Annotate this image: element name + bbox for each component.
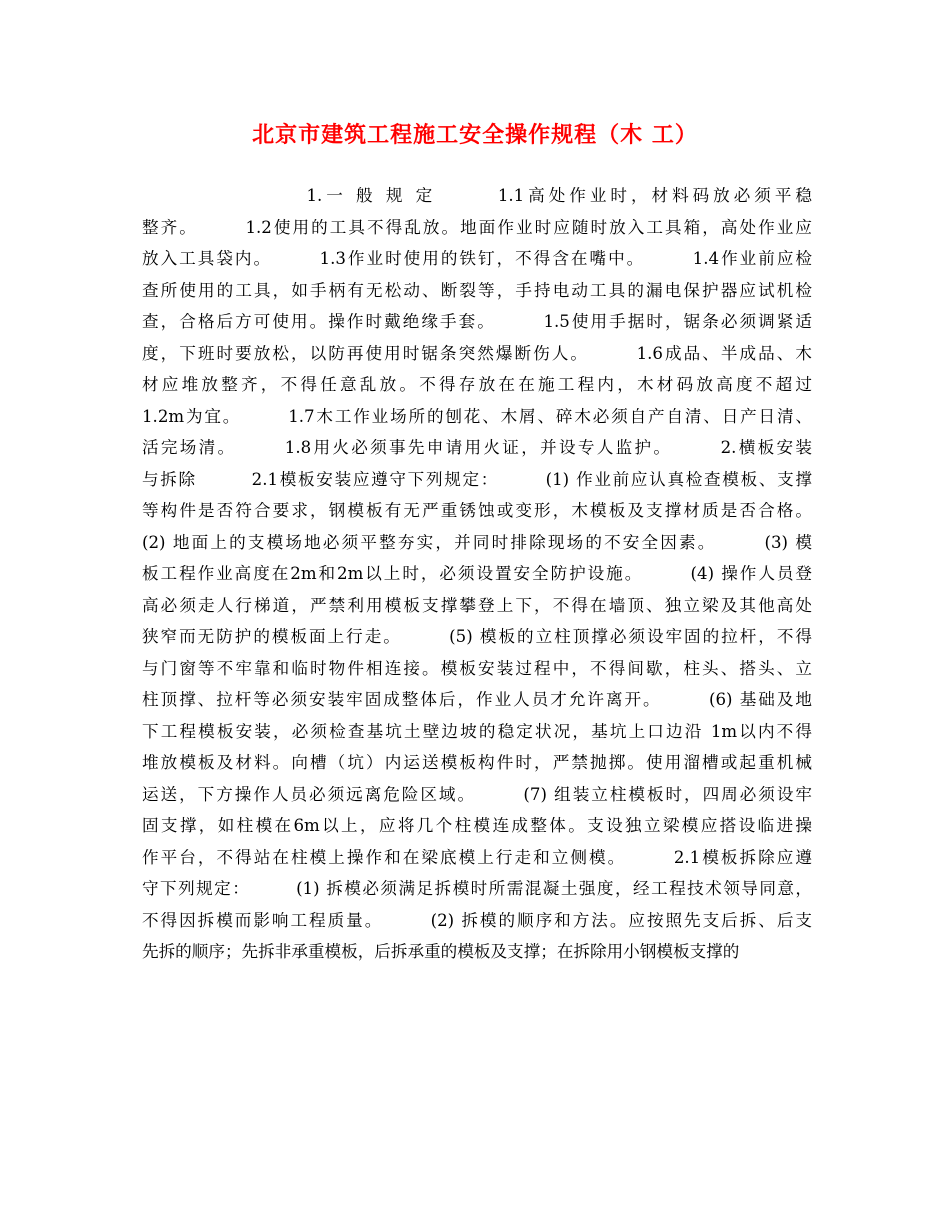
text-line: 材应堆放整齐，不得任意乱放。不得存放在在施工程内，木材码放高度不超过 [142, 375, 812, 394]
text-line: 运送，下方操作人员必须远离危险区域。 (7) 组装立柱模板时，四周必须设牢 [142, 784, 812, 804]
text-line: 等构件是否符合要求，钢模板有无严重锈蚀或变形，木模板及支撑材质是否合格。 [142, 501, 812, 520]
text-line: 查，合格后方可使用。操作时戴绝缘手套。 1.5使用手据时，锯条必须调紧适 [142, 312, 812, 331]
text-line: 堆放模板及材料。向槽（坑）内运送模板构件时，严禁抛掷。使用溜槽或起重机械 [142, 753, 812, 772]
text-line: 板工程作业高度在2m和2m以上时，必须设置安全防护设施。 (4) 操作人员登 [142, 564, 812, 583]
text-line: 查所使用的工具，如手柄有无松动、断裂等，手持电动工具的漏电保护器应试机检 [142, 280, 812, 300]
document-body [142, 180, 812, 968]
text-line: 作平台，不得站在柱模上操作和在梁底模上行走和立侧模。 2.1模板拆除应遵 [142, 847, 812, 867]
text-line: 与门窗等不牢靠和临时物件相连接。模板安装过程中，不得间歇，柱头、搭头、立 [142, 658, 812, 678]
document-title: 北京市建筑工程施工安全操作规程（木 工） [252, 122, 698, 148]
text-line: (2) 地面上的支模场地必须平整夯实，并同时排除现场的不安全因素。 (3) 模 [142, 532, 812, 552]
text-line: 先拆的顺序；先拆非承重模板，后拆承重的模板及支撑；在拆除用小钢模板支撑的 [142, 942, 740, 961]
text-line: 放入工具袋内。 1.3作业时使用的铁钉，不得含在嘴中。 1.4作业前应检 [142, 249, 812, 268]
text-line: 度，下班时要放松，以防再使用时锯条突然爆断伤人。 1.6成品、半成品、木 [142, 343, 812, 363]
text-line: 下工程模板安装，必须检查基坑土壁边坡的稳定状况，基坑上口边沿 1m以内不得 [142, 721, 812, 741]
text-line: 守下列规定： (1) 拆模必须满足拆模时所需混凝土强度，经工程技术领导同意， [142, 879, 812, 898]
text-line: 高必须走人行梯道，严禁利用模板支撑攀登上下，不得在墙顶、独立梁及其他高处 [142, 595, 812, 615]
text-line: 1.一 般 规 定 1.1高处作业时，材料码放必须平稳 [142, 186, 812, 205]
text-line: 不得因拆模而影响工程质量。 (2) 拆模的顺序和方法。应按照先支后拆、后支 [142, 910, 812, 930]
text-line: 固支撑，如柱模在6m以上，应将几个柱模连成整体。支设独立梁模应搭设临进操 [142, 816, 812, 835]
text-line: 狭窄而无防护的模板面上行走。 (5) 模板的立柱顶撑必须设牢固的拉杆，不得 [142, 627, 812, 646]
text-line: 与拆除 2.1模板安装应遵守下列规定： (1) 作业前应认真检查模板、支撑 [142, 469, 812, 489]
text-line: 整齐。 1.2使用的工具不得乱放。地面作业时应随时放入工具箱，高处作业应 [142, 217, 812, 237]
text-line: 柱顶撑、拉杆等必须安装牢固成整体后，作业人员才允许离开。 (6) 基础及地 [142, 690, 812, 709]
text-line: 活完场清。 1.8用火必须事先申请用火证，并设专人监护。 2.横板安装 [142, 438, 812, 457]
text-line: 1.2m为宜。 1.7木工作业场所的刨花、木屑、碎木必须自产自清、日产日清、 [142, 406, 812, 426]
